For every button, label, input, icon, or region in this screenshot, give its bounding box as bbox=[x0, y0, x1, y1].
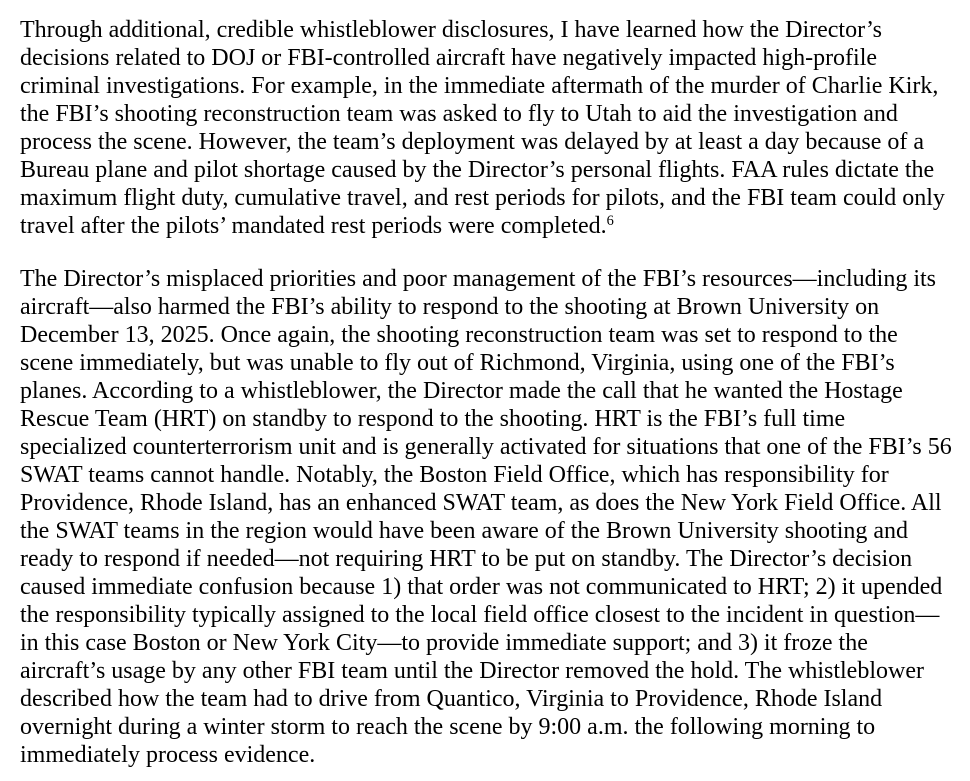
text-line: described how the team had to drive from Quantico, Virginia to Providence, Rhode Island bbox=[20, 686, 883, 712]
text-line: specialized counterterrorism unit and is generally activated for situations that one of the FBI’s 56 bbox=[20, 434, 952, 460]
text-line: caused immediate confusion because 1) that order was not communicated to HRT; 2) it upended bbox=[20, 574, 943, 600]
text-line: maximum flight duty, cumulative travel, and rest periods for pilots, and the FBI team could only bbox=[20, 185, 945, 211]
text-line: scene immediately, but was unable to fly out of Richmond, Virginia, using one of the FBI’s bbox=[20, 350, 895, 376]
text-line: the SWAT teams in the region would have been aware of the Brown University shooting and bbox=[20, 518, 909, 544]
paragraph-1 bbox=[20, 16, 958, 240]
text-line: in this case Boston or New York City—to provide immediate support; and 3) it froze the bbox=[20, 630, 868, 656]
footnote-reference: 6 bbox=[606, 213, 614, 230]
text-line: decisions related to DOJ or FBI-controlled aircraft have negatively impacted high-profile bbox=[20, 45, 878, 71]
text-line: aircraft’s usage by any other FBI team until the Director removed the hold. The whistleblower bbox=[20, 658, 924, 684]
text-line: travel after the pilots’ mandated rest periods were completed. bbox=[20, 213, 607, 239]
text-line: ready to respond if needed—not requiring HRT to be put on standby. The Director’s decision bbox=[20, 546, 913, 572]
paragraph-2 bbox=[20, 265, 958, 769]
text-line: immediately process evidence. bbox=[20, 742, 316, 768]
text-line: overnight during a winter storm to reach the scene by 9:00 a.m. the following morning to bbox=[20, 714, 876, 740]
text-line: aircraft—also harmed the FBI’s ability to respond to the shooting at Brown University on bbox=[20, 294, 880, 320]
text-line: Providence, Rhode Island, has an enhanced SWAT team, as does the New York Field Office. All bbox=[20, 490, 942, 516]
text-line: criminal investigations. For example, in the immediate aftermath of the murder of Charlie Kirk, bbox=[20, 73, 939, 99]
text-line: December 13, 2025. Once again, the shooting reconstruction team was set to respond to the bbox=[20, 322, 898, 348]
text-line: the responsibility typically assigned to the local field office closest to the incident in question— bbox=[20, 602, 940, 628]
text-line: planes. According to a whistleblower, the Director made the call that he wanted the Hostage bbox=[20, 378, 903, 404]
text-line-with-footnote bbox=[20, 212, 958, 240]
text-line: SWAT teams cannot handle. Notably, the Boston Field Office, which has responsibility for bbox=[20, 462, 889, 488]
text-line: Rescue Team (HRT) on standby to respond to the shooting. HRT is the FBI’s full time bbox=[20, 406, 846, 432]
text-line: process the scene. However, the team’s deployment was delayed by at least a day because of a bbox=[20, 129, 925, 155]
text-line: Through additional, credible whistleblower disclosures, I have learned how the Director’s bbox=[20, 17, 882, 43]
text-line: the FBI’s shooting reconstruction team was asked to fly to Utah to aid the investigation and bbox=[20, 101, 898, 127]
text-line: The Director’s misplaced priorities and poor management of the FBI’s resources—including its bbox=[20, 266, 936, 292]
text-line: Bureau plane and pilot shortage caused by the Director’s personal flights. FAA rules dictate the bbox=[20, 157, 935, 183]
